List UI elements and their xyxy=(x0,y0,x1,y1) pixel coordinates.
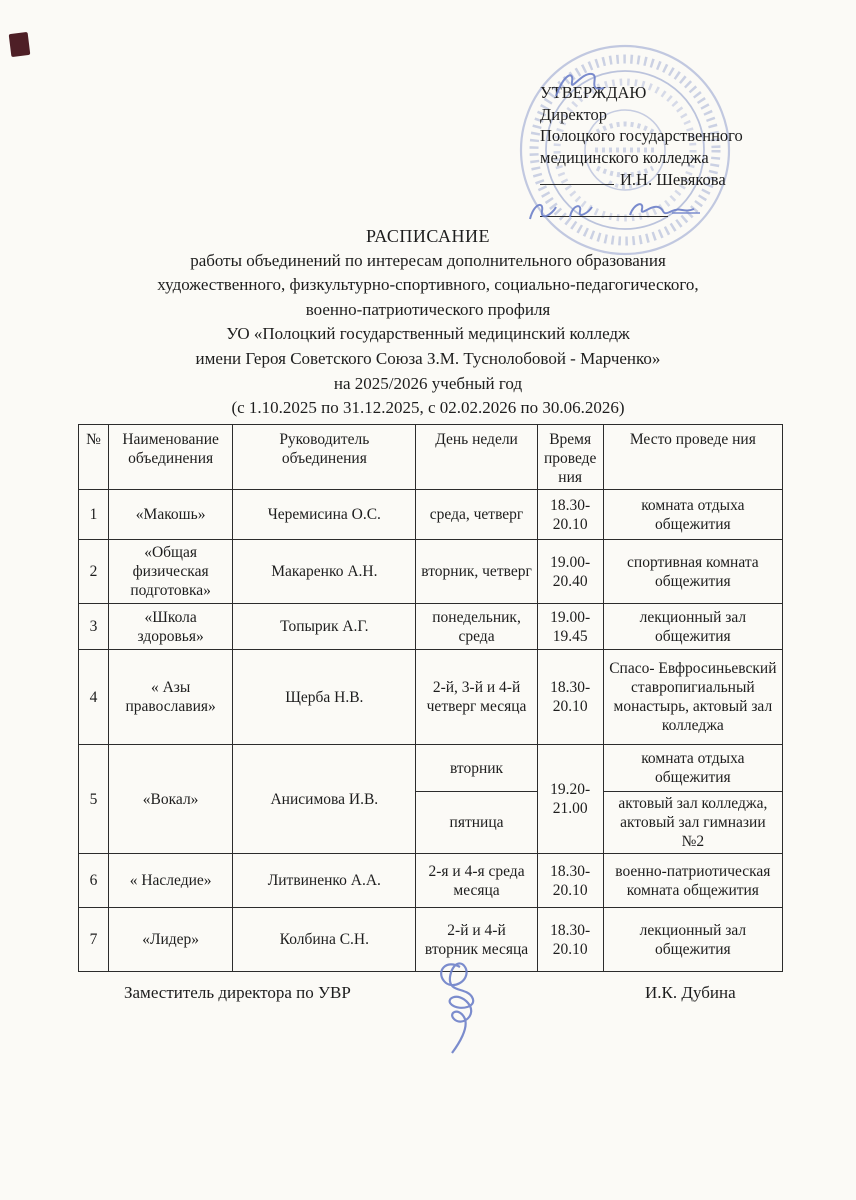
header-num: № xyxy=(79,425,109,490)
club-time: 19.20-21.00 xyxy=(537,745,603,854)
scan-artifact-mark xyxy=(9,32,31,57)
club-day: понедельник, среда xyxy=(416,604,537,650)
date-line xyxy=(540,202,668,217)
club-day: пятница xyxy=(416,792,537,854)
club-time: 19.00-20.40 xyxy=(537,540,603,604)
approval-position: Директор xyxy=(540,104,607,124)
row-num: 5 xyxy=(79,745,109,854)
table-header-row xyxy=(79,425,783,490)
director-signature-row xyxy=(540,169,743,191)
approval-heading: УТВЕРЖДАЮ xyxy=(540,83,647,102)
title-line: военно-патриотического профиля xyxy=(305,299,551,319)
header-name: Наименование объединения xyxy=(109,425,233,490)
row-num: 6 xyxy=(79,854,109,908)
row-num: 4 xyxy=(79,650,109,745)
row-num: 1 xyxy=(79,490,109,540)
signature-line xyxy=(540,170,614,185)
deputy-position-label: Заместитель директора по УВР xyxy=(124,983,351,1002)
director-name: И.Н. Шевякова xyxy=(620,170,726,189)
row-num: 2 xyxy=(79,540,109,604)
schedule-table xyxy=(78,424,783,972)
club-leader: Колбина С.Н. xyxy=(233,908,416,972)
deputy-signature-icon xyxy=(408,953,508,1063)
club-place: лекционный зал общежития xyxy=(603,908,782,972)
table-row xyxy=(79,490,783,540)
club-time: 18.30-20.10 xyxy=(537,854,603,908)
approval-date-row xyxy=(540,201,743,227)
table-row xyxy=(79,650,783,745)
header-day: День недели xyxy=(416,425,537,490)
document-title xyxy=(0,224,856,421)
row-num: 7 xyxy=(79,908,109,972)
title-line: художественного, физкультурно-спортивного, социально-педагогического, xyxy=(157,275,699,295)
club-name: «Вокал» xyxy=(109,745,233,854)
header-leader: Руководитель объединения xyxy=(233,425,416,490)
row-num: 3 xyxy=(79,604,109,650)
club-day: 2-я и 4-я среда месяца xyxy=(416,854,537,908)
club-time: 18.30-20.10 xyxy=(537,908,603,972)
club-place: актовый зал колледжа, актовый зал гимназии №2 xyxy=(603,792,782,854)
approval-block xyxy=(540,82,743,227)
club-leader: Щерба Н.В. xyxy=(233,650,416,745)
club-name: « Наследие» xyxy=(109,854,233,908)
header-time: Время проведе ния xyxy=(537,425,603,490)
club-name: « Азы православия» xyxy=(109,650,233,745)
table-row xyxy=(79,540,783,604)
deputy-signer-name: И.К. Дубина xyxy=(645,983,736,1002)
club-place: спортивная комната общежития xyxy=(603,540,782,604)
table-row xyxy=(79,854,783,908)
club-place: комната отдыха общежития xyxy=(603,490,782,540)
club-place: Спасо- Евфросиньевский ставропигиальный монастырь, актовый зал колледжа xyxy=(603,650,782,745)
approval-org-line2: медицинского колледжа xyxy=(540,147,709,167)
club-day: 2-й и 4-й вторник месяца xyxy=(416,908,537,972)
club-day: вторник xyxy=(416,745,537,792)
club-leader: Макаренко А.Н. xyxy=(233,540,416,604)
title-line: имени Героя Советского Союза З.М. Туснолобовой - Марченко» xyxy=(195,348,661,368)
club-place: лекционный зал общежития xyxy=(603,604,782,650)
club-leader: Литвиненко А.А. xyxy=(233,854,416,908)
club-name: «Лидер» xyxy=(109,908,233,972)
header-place: Место проведе ния xyxy=(603,425,782,490)
club-leader: Топырик А.Г. xyxy=(233,604,416,650)
club-name: «Общая физическая подготовка» xyxy=(109,540,233,604)
title-line: на 2025/2026 учебный год xyxy=(333,373,523,393)
club-time: 19.00-19.45 xyxy=(537,604,603,650)
club-time: 18.30-20.10 xyxy=(537,650,603,745)
approval-org-line1: Полоцкого государственного xyxy=(540,126,743,145)
club-leader: Черемисина О.С. xyxy=(233,490,416,540)
footer-signature-block xyxy=(0,975,856,1085)
club-day: 2-й, 3-й и 4-й четверг месяца xyxy=(416,650,537,745)
club-day: среда, четверг xyxy=(416,490,537,540)
club-leader: Анисимова И.В. xyxy=(233,745,416,854)
title-line-main: РАСПИСАНИЕ xyxy=(366,226,490,246)
title-line: (с 1.10.2025 по 31.12.2025, с 02.02.2026 по 30.06.2026) xyxy=(231,398,625,418)
table-row xyxy=(79,604,783,650)
club-place: комната отдыха общежития xyxy=(603,745,782,792)
table-row xyxy=(79,745,783,792)
club-time: 18.30-20.10 xyxy=(537,490,603,540)
title-line: работы объединений по интересам дополнительного образования xyxy=(190,250,666,270)
club-day: вторник, четверг xyxy=(416,540,537,604)
title-line: УО «Полоцкий государственный медицинский колледж xyxy=(226,324,630,344)
club-name: «Школа здоровья» xyxy=(109,604,233,650)
club-place: военно-патриотическая комната общежития xyxy=(603,854,782,908)
club-name: «Макошь» xyxy=(109,490,233,540)
